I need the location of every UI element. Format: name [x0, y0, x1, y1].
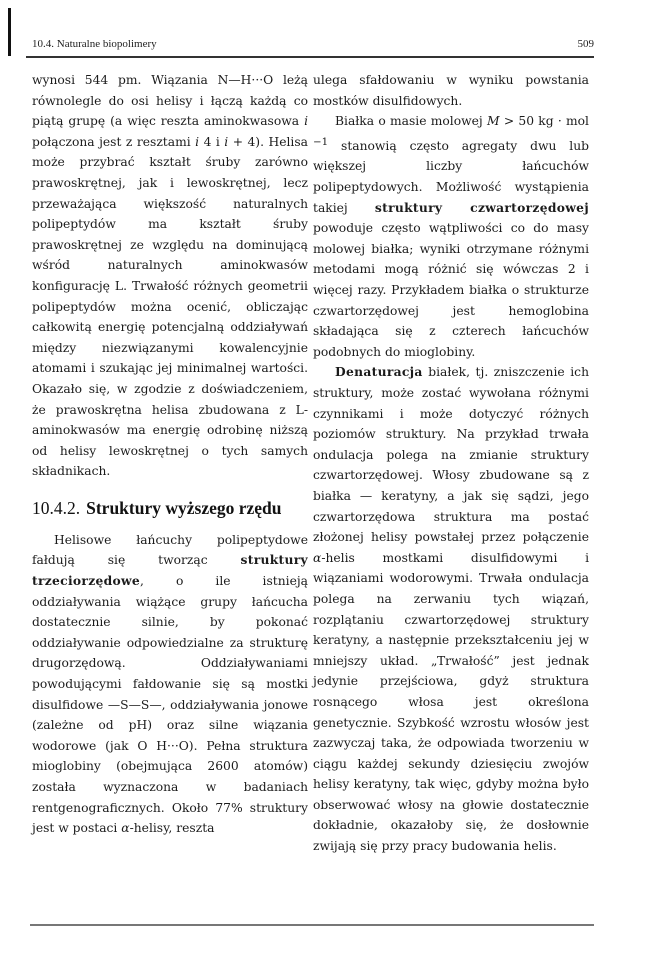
section-number: 10.4.2.	[32, 497, 81, 518]
term-quaternary-structure: struktury czwartorzędowej	[374, 199, 589, 215]
running-header	[26, 36, 594, 54]
term-denaturation: Denaturacja	[335, 364, 423, 380]
right-paragraph-2: Białka o masie molowej M > 50 kg · mol $^{-1}$ stanowią często agregaty dwu lub większej liczby łańcuchów polipeptydowych. Możliwość wystąpienia takiej struktury czwartorzędowej powoduje często wątpliwości co do masy molowej białka; wyniki otrzymane różnymi metodami mogą różnić się wówczas 2 i więcej razy. Przykładem białka o strukturze czwartorzędowej jest hemoglobina składająca się z czterech łańcuchów podobnych do mioglobiny.	[313, 114, 589, 359]
term-tertiary-structure: struktury trzeciorzędowe	[32, 552, 308, 589]
right-paragraph-1: ulega sfałdowaniu w wyniku powstania mostków disulfidowych.	[313, 73, 589, 108]
running-header-title: 10.4. Naturalne biopolimery	[32, 38, 157, 50]
section-title: Struktury wyższego rzędu	[86, 497, 282, 518]
footer-rule	[30, 924, 594, 926]
left-paragraph-1: wynosi 544 pm. Wiązania N—H···O leżą równolegle do osi helisy i łączą każdą co piątą grupę (a więc reszta aminokwasowa i połączona jest z resztami i 4 i i + 4). Helisa może przybrać kształt śruby zarówno prawoskrętnej, jak i lewoskrętnej, lecz przeważająca większość naturalnych polipeptydów ma kształt śruby prawoskrętnej ze względu na dominującą wśród naturalnych aminokwasów konfigurację L. Trwałość różnych geometrii polipeptydów można ocenić, obliczając całkowitą energię potencjalną oddziaływań między niezwiązanymi kowalencyjnie atomami i szukając jej minimalnej wartości. Okazało się, w zgodzie z doświadczeniem, że prawoskrętna helisa zbudowana z L-aminokwasów ma energię odrobinę niższą od helisy lewoskrętnej o tych samych składnikach.	[32, 73, 308, 479]
section-heading	[32, 496, 308, 520]
right-column	[313, 70, 589, 857]
page-edge-mark	[8, 8, 11, 56]
right-paragraph-3: Denaturacja białek, tj. zniszczenie ich struktury, może zostać wywołana różnymi czynnikami i może dotyczyć różnych poziomów struktury. Na przykład trwała ondulacja polega na zmianie struktury czwartorzędowej. Włosy zbudowane są z białka — keratyny, a jak się sądzi, jego czwartorzędowa struktura ma postać złożonej helisy powstałej przez połączenie α-helis mostkami disulfidowymi i wiązaniami wodorowymi. Trwała ondulacja polega na zerwaniu tych wiązań, rozplątaniu czwartorzędowej struktury keratyny, a następnie przekształceniu jej w mniejszy układ. „Trwałość” jest jednak jedynie przejściowa, gdyż struktura rosnącego włosa jest określona genetycznie. Szybkość wzrostu włosów jest zazwyczaj taka, że odpowiada tworzeniu w ciągu każdej sekundy dziesięciu zwojów helisy keratyny, tak więc, gdyby można było obserwować włosy na głowie dostatecznie dokładnie, okazałoby się, że dosłownie zwijają się przy pracy budowania helis.	[313, 364, 589, 854]
header-rule	[26, 56, 594, 58]
page-number: 509	[577, 38, 594, 50]
left-column	[32, 70, 308, 839]
left-paragraph-2: Helisowe łańcuchy polipeptydowe fałdują się tworząc struktury trzeciorzędowe, o ile istnieją oddziaływania wiążące grupy łańcucha dostatecznie silnie, by pokonać oddziaływanie odpowiedzialne za strukturę drugorzędową. Oddziaływaniami powodującymi fałdowanie się są mostki disulfidowe —S—S—, oddziaływania jonowe (zależne od pH) oraz silne wiązania wodorowe (jak O H···O). Pełna struktura mioglobiny (obejmująca 2600 atomów) została wyznaczona w badaniach rentgenograficznych. Około 77% struktury jest w postaci α-helisy, reszta	[32, 532, 308, 836]
